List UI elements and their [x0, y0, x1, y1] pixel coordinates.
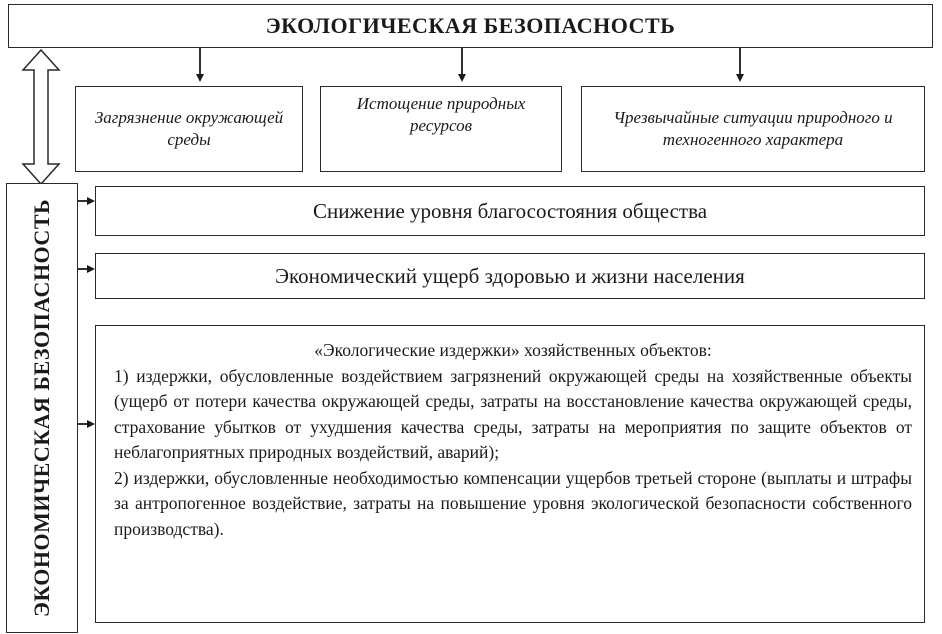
ecological-costs-box: [95, 325, 925, 623]
category-resource-depletion-text: Истощение природных ресурсов: [356, 94, 526, 135]
ecological-costs-item-1: 1) издержки, обусловленные воздействием загрязнений окружающей среды на хозяйственные объекты (ущерб от потери качества окружающей среды, затраты на восстановление качества окружающей среды, страхование убытков от ухудшения качества среды, затраты на мероприятия по защите объектов от неблагоприятных природных воздействий, аварий);: [114, 365, 912, 462]
welfare-decline-row: [95, 186, 925, 236]
ecological-costs-title: «Экологические издержки» хозяйственных объектов:: [314, 340, 712, 360]
welfare-decline-text: Снижение уровня благосостояния общества: [312, 198, 708, 223]
economic-security-label: ЭКОНОМИЧЕСКАЯ БЕЗОПАСНОСТЬ: [29, 198, 54, 618]
double-arrow-icon: [23, 50, 59, 184]
ecological-security-title-text: ЭКОЛОГИЧЕСКАЯ БЕЗОПАСНОСТЬ: [265, 13, 676, 38]
category-resource-depletion: [320, 86, 562, 172]
health-damage-text: Экономический ущерб здоровью и жизни населения: [275, 263, 745, 288]
health-damage-row: [95, 253, 925, 299]
category-emergencies-text: Чрезвычайные ситуации природного и техногенного характера: [613, 108, 893, 149]
category-emergencies: [581, 86, 925, 172]
economic-security-block: [6, 183, 78, 633]
category-pollution-text: Загрязнение окружающей среды: [94, 108, 284, 149]
ecological-security-title: [8, 4, 933, 48]
category-pollution: [75, 86, 303, 172]
ecological-costs-item-2: 2) издержки, обусловленные необходимостью компенсации ущербов третьей стороне (выплаты и штрафы за антропогенное воздействие, затраты на повышение уровня экологической безопасности собственного производства).: [114, 467, 912, 539]
